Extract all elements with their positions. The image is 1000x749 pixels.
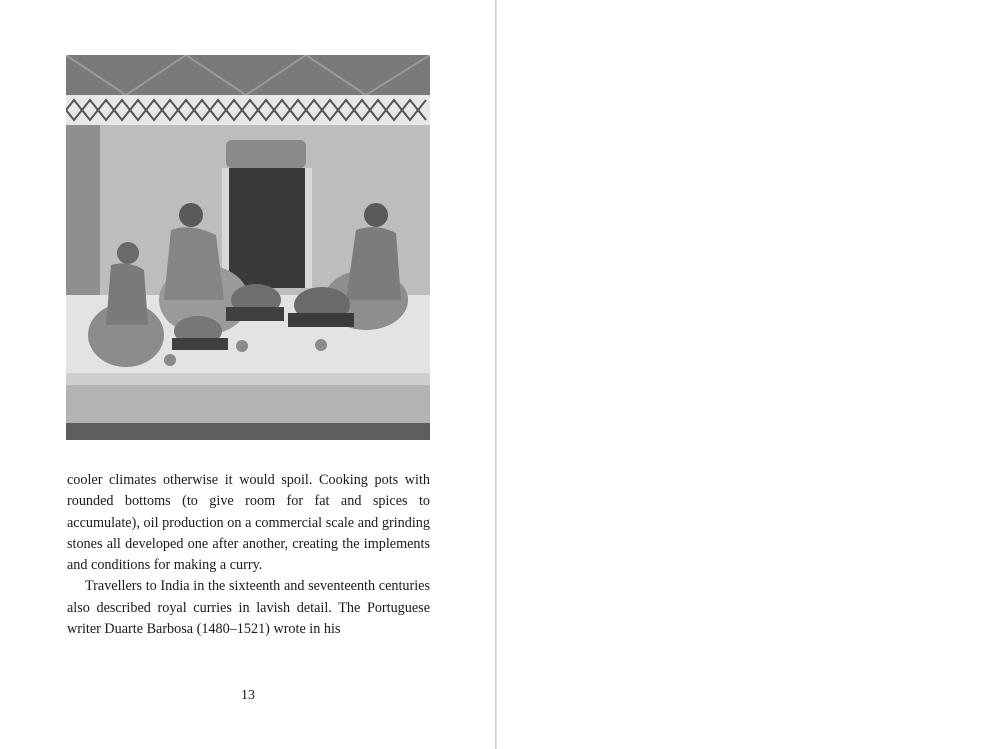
page-number: 13 xyxy=(241,688,255,703)
body-text xyxy=(67,470,430,640)
left-page xyxy=(0,0,496,749)
women-cooking-illustration xyxy=(66,55,430,440)
paragraph: Travellers to India in the sixteenth and seventeenth centuries also described royal curries in lavish detail. The Portuguese writer Duarte Barbosa (1480–1521) wrote in his xyxy=(67,578,430,638)
paragraph: cooler climates otherwise it would spoil. Cooking pots with rounded bottoms (to give room for fat and spices to accumulate), oil production on a commercial scale and grinding stones all developed one after another, creating the implements and conditions for making a curry. xyxy=(67,472,430,574)
right-page xyxy=(497,0,1000,749)
